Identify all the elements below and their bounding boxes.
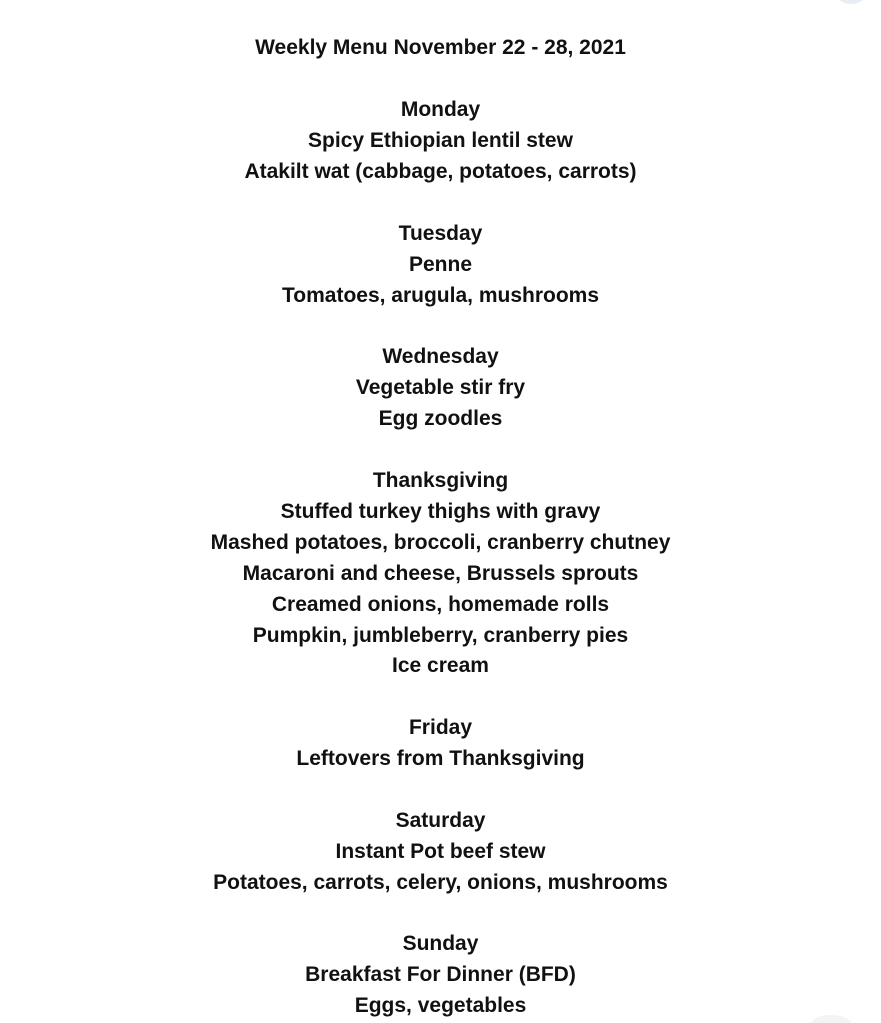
day-heading-saturday: Saturday: [395, 809, 486, 832]
menu-item: Stuffed turkey thighs with gravy: [280, 500, 601, 523]
menu-item: Creamed onions, homemade rolls: [271, 593, 610, 616]
menu-item: Eggs, vegetables: [354, 994, 527, 1017]
menu-item: Instant Pot beef stew: [335, 840, 546, 863]
day-heading-monday: Monday: [400, 98, 481, 121]
menu-item: Ice cream: [392, 654, 489, 677]
menu-item: Macaroni and cheese, Brussels sprouts: [242, 562, 639, 585]
menu-item: Penne: [408, 253, 473, 276]
menu-item: Egg zoodles: [378, 407, 503, 430]
menu-item: Spicy Ethiopian lentil stew: [308, 129, 573, 152]
menu-item: Tomatoes, arugula, mushrooms: [282, 284, 599, 307]
day-heading-tuesday: Tuesday: [398, 222, 483, 245]
menu-item: Vegetable stir fry: [355, 376, 526, 399]
corner-decoration: [835, 0, 867, 4]
menu-item: Leftovers from Thanksgiving: [296, 747, 585, 770]
day-heading-sunday: Sunday: [402, 932, 479, 955]
day-heading-friday: Friday: [408, 716, 473, 739]
day-heading-thanksgiving: Thanksgiving: [372, 469, 509, 492]
menu-item: Potatoes, carrots, celery, onions, mushrooms: [213, 871, 668, 894]
menu-item: Pumpkin, jumbleberry, cranberry pies: [252, 624, 629, 647]
menu-item: Mashed potatoes, broccoli, cranberry chutney: [210, 531, 671, 554]
menu-item: Breakfast For Dinner (BFD): [305, 963, 576, 986]
page-title: Weekly Menu November 22 - 28, 2021: [255, 36, 626, 59]
day-heading-wednesday: Wednesday: [382, 345, 499, 368]
menu-item: Atakilt wat (cabbage, potatoes, carrots): [244, 160, 637, 183]
